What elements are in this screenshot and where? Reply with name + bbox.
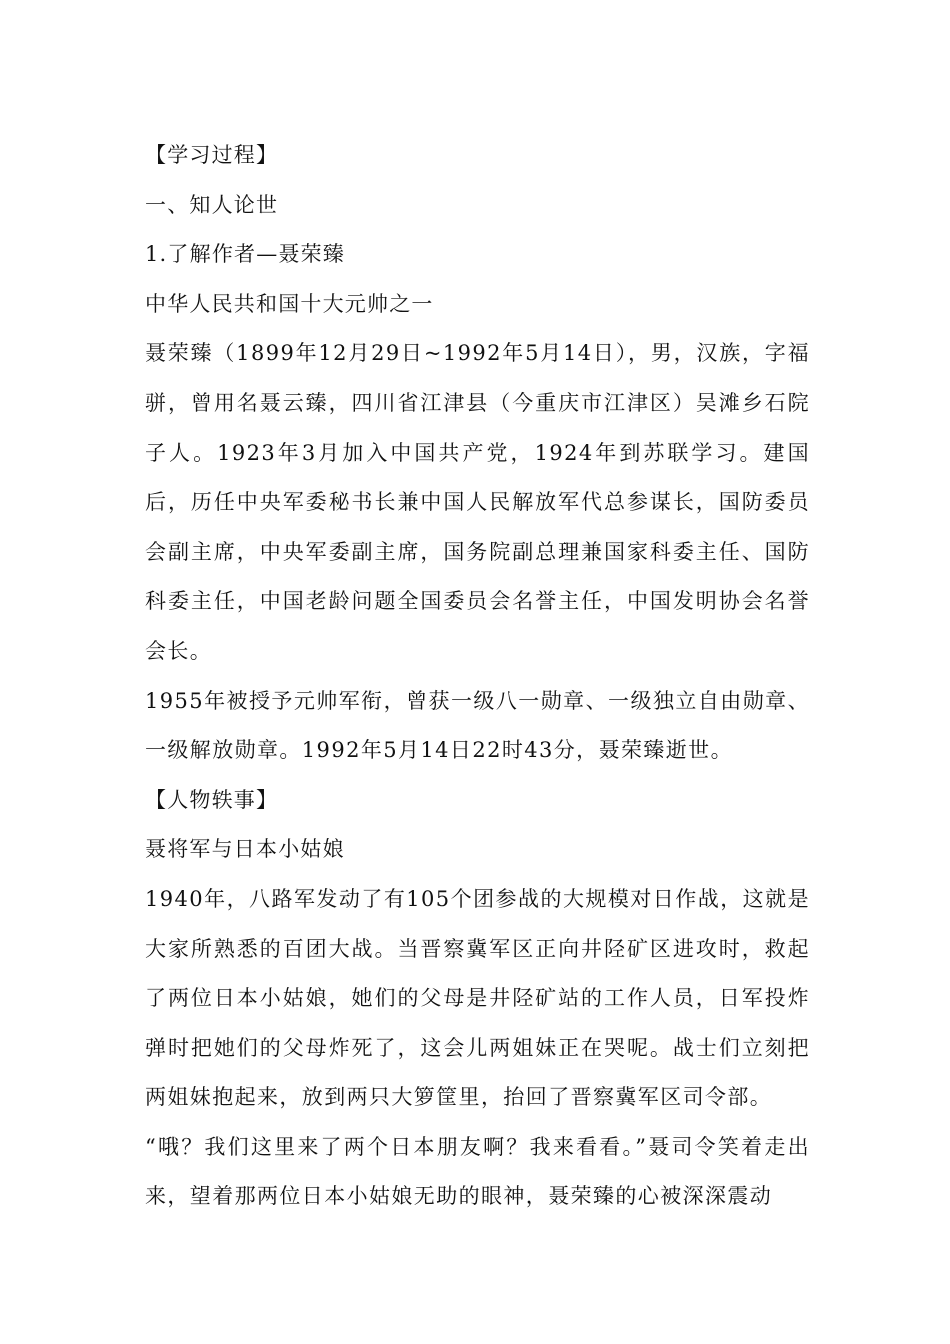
part-one-title: 一、知人论世 — [145, 192, 279, 217]
subtitle: 中华人民共和国十大元帅之一 — [145, 291, 434, 316]
honors-paragraph: 1955年被授予元帅军衔，曾获一级八一勋章、一级独立自由勋章、一级解放勋章。1992年5月14日22时43分，聂荣臻逝世。 — [145, 688, 810, 763]
section-heading: 【学习过程】 — [145, 143, 279, 167]
anecdote-heading: 【人物轶事】 — [145, 787, 279, 812]
document-body — [145, 131, 810, 1222]
story-paragraph-continued: “哦？我们这里来了两个日本朋友啊？我来看看。”聂司令笑着走出来，望着那两位日本小姑娘无助的眼神，聂荣臻的心被深深震动 — [145, 1134, 810, 1209]
bio-paragraph: 聂荣臻（1899年12月29日~1992年5月14日），男，汉族，字福骈，曾用名聂云臻，四川省江津县（今重庆市江津区）吴滩乡石院子人。1923年3月加入中国共产党，1924年到苏联学习。建国后，历任中央军委秘书长兼中国人民解放军代总参谋长，国防委员会副主席，中央军委副主席，国务院副总理兼国家科委主任、国防科委主任，中国老龄问题全国委员会名誉主任，中国发明协会名誉会长。 — [145, 341, 810, 663]
item-one-title: 1.了解作者—聂荣臻 — [145, 242, 346, 267]
story-paragraph: 1940年，八路军发动了有105个团参战的大规模对日作战，这就是大家所熟悉的百团大战。当晋察冀军区正向井陉矿区进攻时，救起了两位日本小姑娘，她们的父母是井陉矿站的工作人员，日军投炸弹时把她们的父母炸死了，这会儿两姐妹正在哭呢。战士们立刻把两姐妹抱起来，放到两只大箩筐里，抬回了晋察冀军区司令部。 — [145, 886, 810, 1110]
story-title: 聂将军与日本小姑娘 — [145, 837, 345, 862]
